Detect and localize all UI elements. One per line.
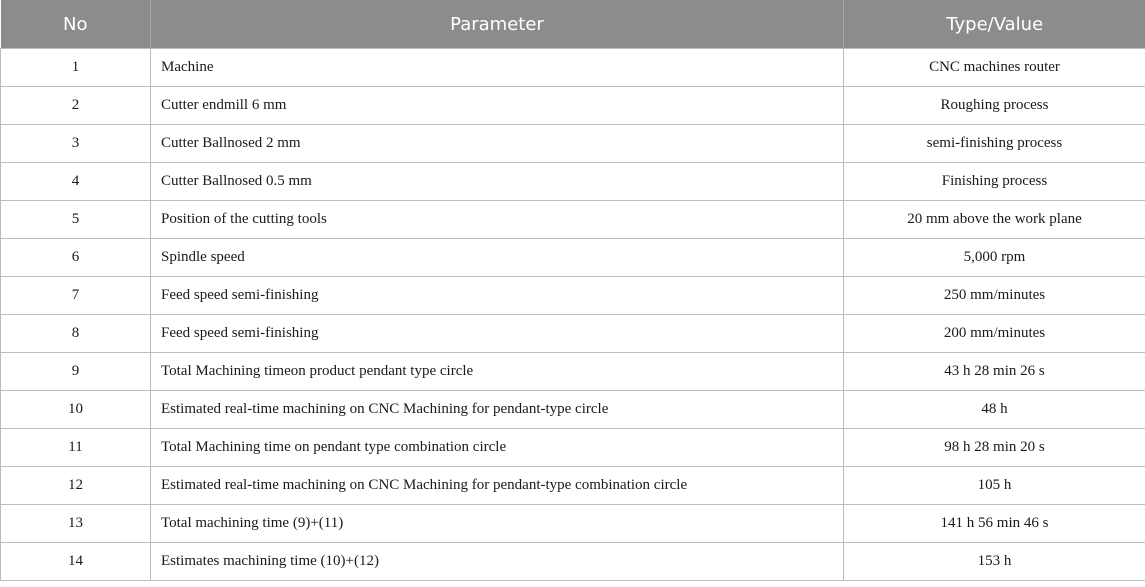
type-value-cell: 43 h 28 min 26 s — [844, 353, 1145, 391]
table-row — [1, 391, 1145, 429]
type-value-cell: 98 h 28 min 20 s — [844, 429, 1145, 467]
table-row — [1, 239, 1145, 277]
parameter-cell: Machine — [151, 49, 844, 87]
type-value-cell: 200 mm/minutes — [844, 315, 1145, 353]
table-row — [1, 49, 1145, 87]
type-value-cell: semi-finishing process — [844, 125, 1145, 163]
table-row — [1, 429, 1145, 467]
parameter-cell: Feed speed semi-finishing — [151, 315, 844, 353]
parameter-cell: Estimated real-time machining on CNC Machining for pendant-type circle — [151, 391, 844, 429]
type-value-cell: CNC machines router — [844, 49, 1145, 87]
row-number-cell: 3 — [1, 125, 151, 163]
parameter-cell: Total Machining timeon product pendant type circle — [151, 353, 844, 391]
table-row — [1, 315, 1145, 353]
table-row — [1, 277, 1145, 315]
type-value-cell: 20 mm above the work plane — [844, 201, 1145, 239]
table-row — [1, 543, 1145, 581]
parameter-cell: Feed speed semi-finishing — [151, 277, 844, 315]
table-row — [1, 201, 1145, 239]
parameter-cell: Cutter endmill 6 mm — [151, 87, 844, 125]
row-number-cell: 2 — [1, 87, 151, 125]
header-parameter: Parameter — [151, 0, 844, 49]
table-header — [1, 0, 1145, 49]
parameter-cell: Total Machining time on pendant type combination circle — [151, 429, 844, 467]
header-type-value: Type/Value — [844, 0, 1145, 49]
header-row — [1, 0, 1145, 49]
table-row — [1, 163, 1145, 201]
row-number-cell: 1 — [1, 49, 151, 87]
table-row — [1, 467, 1145, 505]
parameter-cell: Estimates machining time (10)+(12) — [151, 543, 844, 581]
row-number-cell: 9 — [1, 353, 151, 391]
type-value-cell: Finishing process — [844, 163, 1145, 201]
row-number-cell: 6 — [1, 239, 151, 277]
row-number-cell: 13 — [1, 505, 151, 543]
type-value-cell: 48 h — [844, 391, 1145, 429]
row-number-cell: 10 — [1, 391, 151, 429]
type-value-cell: 250 mm/minutes — [844, 277, 1145, 315]
parameter-cell: Cutter Ballnosed 0.5 mm — [151, 163, 844, 201]
parameter-cell: Cutter Ballnosed 2 mm — [151, 125, 844, 163]
table-row — [1, 353, 1145, 391]
parameter-cell: Spindle speed — [151, 239, 844, 277]
parameter-cell: Estimated real-time machining on CNC Machining for pendant-type combination circle — [151, 467, 844, 505]
row-number-cell: 12 — [1, 467, 151, 505]
type-value-cell: 5,000 rpm — [844, 239, 1145, 277]
type-value-cell: 141 h 56 min 46 s — [844, 505, 1145, 543]
row-number-cell: 14 — [1, 543, 151, 581]
table-row — [1, 125, 1145, 163]
type-value-cell: 153 h — [844, 543, 1145, 581]
row-number-cell: 4 — [1, 163, 151, 201]
row-number-cell: 5 — [1, 201, 151, 239]
parameter-cell: Position of the cutting tools — [151, 201, 844, 239]
table-body — [1, 49, 1145, 581]
parameter-cell: Total machining time (9)+(11) — [151, 505, 844, 543]
table-row — [1, 87, 1145, 125]
row-number-cell: 8 — [1, 315, 151, 353]
type-value-cell: Roughing process — [844, 87, 1145, 125]
row-number-cell: 11 — [1, 429, 151, 467]
table-row — [1, 505, 1145, 543]
row-number-cell: 7 — [1, 277, 151, 315]
header-no: No — [1, 0, 151, 49]
type-value-cell: 105 h — [844, 467, 1145, 505]
